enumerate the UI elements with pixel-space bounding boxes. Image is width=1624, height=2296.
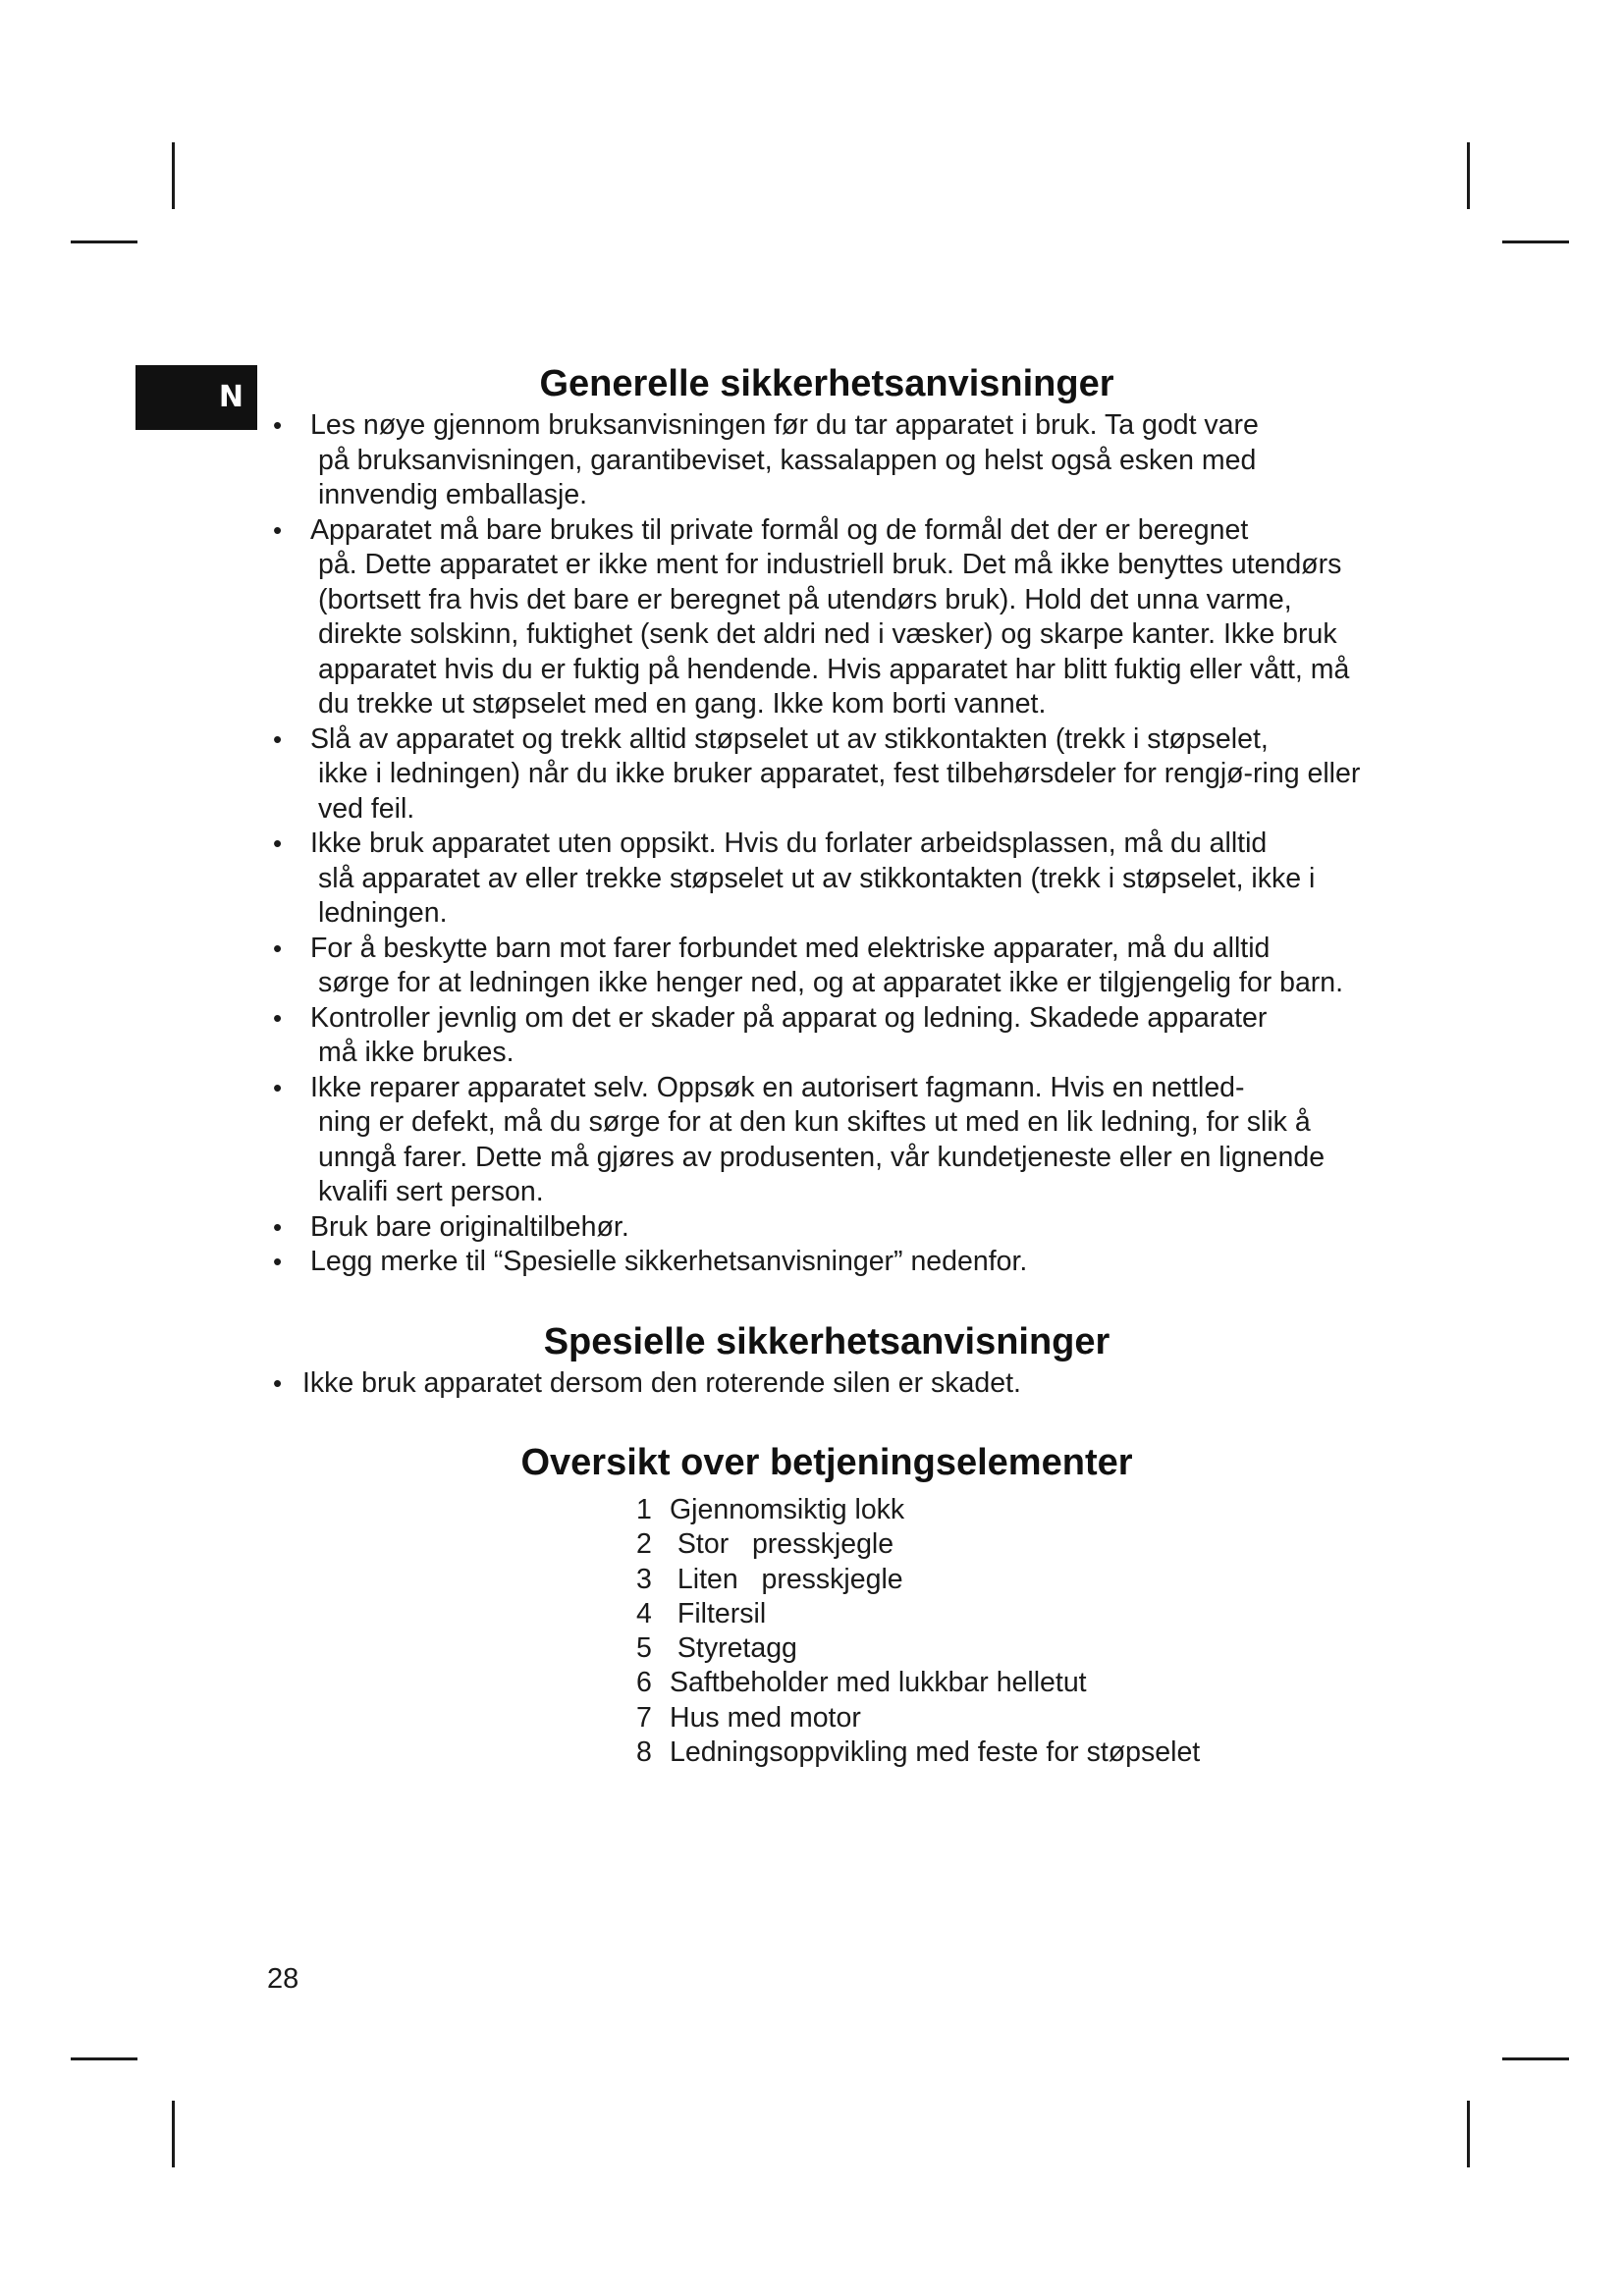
list-item: • Apparatet må bare brukes til private formål og de formål det der er beregnet på. Dette apparatet er ikke ment for industriell bruk. Det må ikke benyttes utendørs (bortsett fra hvis det bare er beregnet på utendørs bruk). Hold det unna varme, direkte solskinn, fuktighet (senk det aldri ned i væsker) og skarpe kanter. Ikke bruk apparatet hvis du er fuktig på hendende. Hvis apparatet har blitt fuktig eller vått, må du trekke ut støpselet med en gang. Ikke kom borti vannet. (273, 513, 1350, 720)
list-item: • Ikke bruk apparatet uten oppsikt. Hvis du forlater arbeidsplassen, må du alltid slå apparatet av eller trekke støpselet ut av stikkontakten (trekk i støpselet, ikke i ledningen. (273, 828, 1316, 929)
bullet-icon: • (273, 1367, 283, 1398)
part-item: 7 Hus med motor (636, 1701, 861, 1734)
page-content (267, 359, 1386, 1770)
bullet-icon: • (273, 933, 283, 963)
bullet-icon: • (273, 1002, 283, 1033)
part-item: 4 Filtersil (636, 1597, 767, 1629)
list-item: • Bruk bare originaltilbehør. (267, 1210, 1386, 1246)
controls-overview-heading: Oversikt over betjeningselementer (520, 1442, 1133, 1483)
part-item: 2 Stor presskjegle (636, 1528, 894, 1561)
list-item: • Legg merke til “Spesielle sikkerhetsanvisninger” nedenfor. (267, 1245, 1386, 1280)
list-item: • Ikke bruk apparatet dersom den roterende silen er skadet. (267, 1366, 1386, 1402)
part-item: 1 Gjennomsiktig lokk (636, 1494, 905, 1525)
special-safety-section (267, 1317, 1386, 1402)
special-safety-heading: Spesielle sikkerhetsanvisninger (543, 1320, 1110, 1362)
general-safety-list (267, 408, 1386, 1280)
part-item: 6 Saftbeholder med lukkbar helletut (636, 1667, 1087, 1699)
page-number: 28 (267, 1963, 299, 1995)
language-tab: N (135, 365, 257, 430)
crop-mark-bottom-right-vertical (1467, 2101, 1470, 2167)
controls-overview-section (267, 1438, 1386, 1770)
bullet-icon: • (273, 410, 283, 440)
part-item: 3 Liten presskjegle (636, 1563, 903, 1595)
list-item: • Ikke reparer apparatet selv. Oppsøk en autorisert fagmann. Hvis en nettled- ning er defekt, må du sørge for at den kun skiftes ut med en lik ledning, for slik å unngå farer. Dette må gjøres av produsenten, vår kundetjeneste eller en lignende kvalifi sert person. (273, 1071, 1326, 1207)
bullet-icon: • (273, 514, 283, 545)
list-item: • For å beskytte barn mot farer forbundet med elektriske apparater, må du alltid sørge for at ledningen ikke henger ned, og at apparatet ikke er tilgjengelig for barn. (273, 932, 1344, 998)
general-safety-heading: Generelle sikkerhetsanvisninger (539, 363, 1114, 404)
list-item: • Kontroller jevnlig om det er skader på apparat og ledning. Skadede apparater må ikke brukes. (273, 1001, 1268, 1068)
crop-mark-top-right-vertical (1467, 142, 1470, 209)
part-item: 8 Ledningsoppvikling med feste for støpselet (636, 1736, 1201, 1769)
bullet-icon: • (273, 723, 283, 754)
special-safety-list (267, 1366, 1386, 1402)
crop-mark-bottom-right-horizontal (1502, 2057, 1569, 2060)
list-item: • Les nøye gjennom bruksanvisningen før du tar apparatet i bruk. Ta godt vare på bruksanvisningen, garantibeviset, kassalappen og helst også esken med innvendig emballasje. (273, 409, 1259, 510)
bullet-icon: • (273, 1072, 283, 1102)
crop-mark-bottom-left-horizontal (71, 2057, 137, 2060)
general-safety-section (267, 359, 1386, 1280)
crop-mark-top-left-horizontal (71, 240, 137, 243)
parts-list (636, 1493, 1386, 1770)
bullet-icon: • (273, 828, 283, 858)
part-item: 5 Styretagg (636, 1632, 797, 1665)
crop-mark-bottom-left-vertical (172, 2101, 175, 2167)
list-item: • Slå av apparatet og trekk alltid støpselet ut av stikkontakten (trekk i støpselet, ikke i ledningen) når du ikke bruker apparatet, fest tilbehørsdeler for rengjø-ring eller ved feil. (273, 722, 1361, 825)
bullet-icon: • (273, 1211, 283, 1242)
crop-mark-top-left-vertical (172, 142, 175, 209)
bullet-icon: • (273, 1247, 283, 1276)
crop-mark-top-right-horizontal (1502, 240, 1569, 243)
